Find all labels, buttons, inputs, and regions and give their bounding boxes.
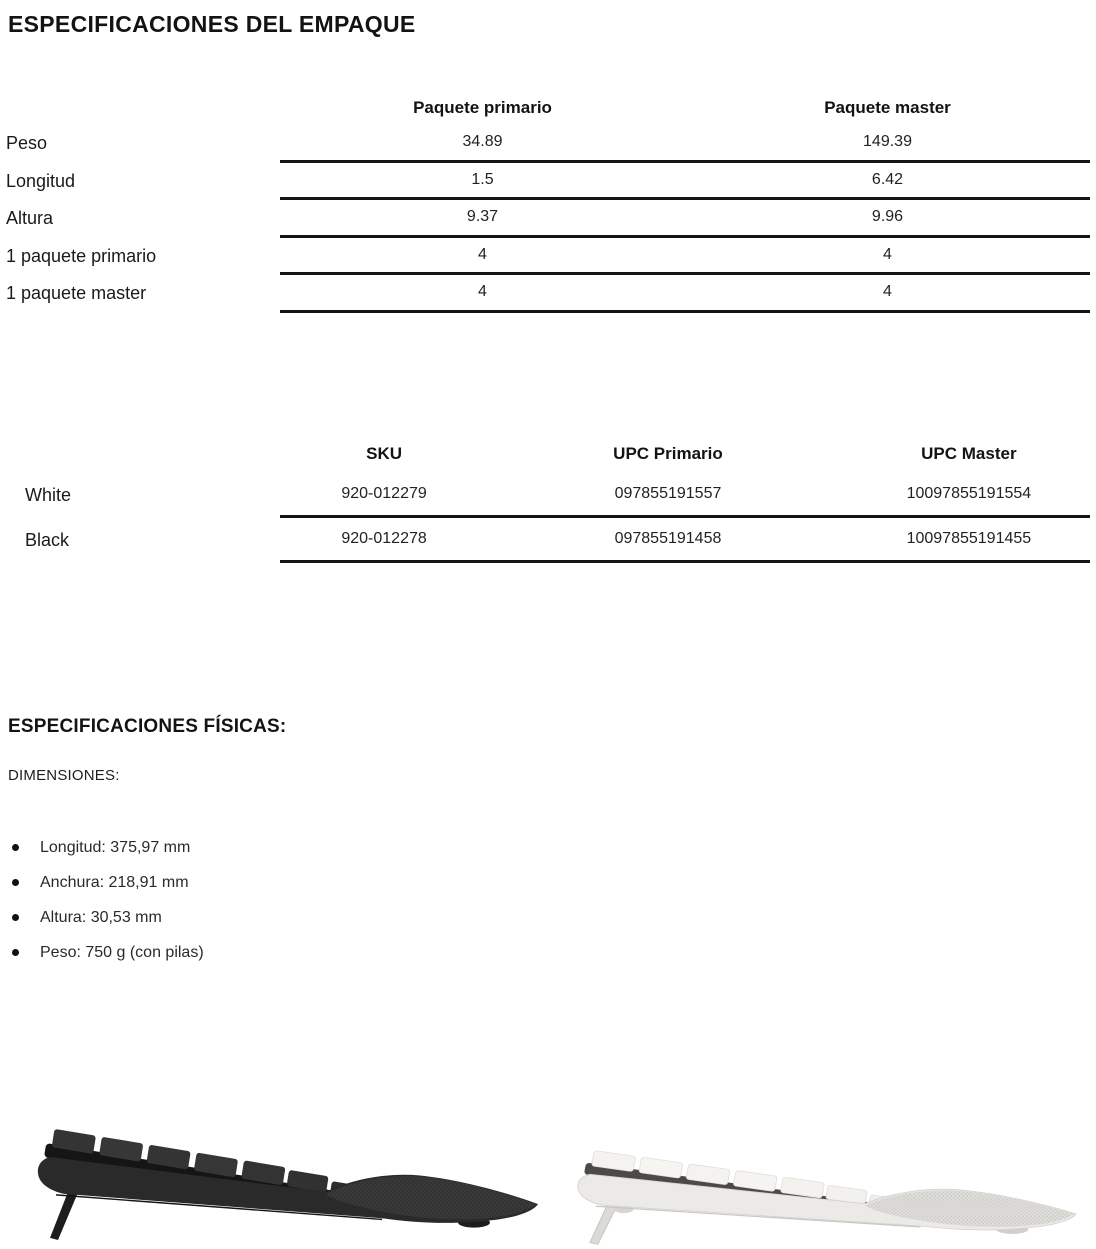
cell-value: 4	[478, 245, 487, 263]
package-table-header	[6, 90, 1090, 125]
cell-value: 4	[478, 283, 487, 301]
cell-value: 149.39	[863, 133, 912, 151]
column-header-sku: SKU	[366, 444, 403, 463]
dimensions-subheading: DIMENSIONES:	[8, 767, 120, 784]
table-row-black	[6, 518, 1090, 563]
page-title: ESPECIFICACIONES DEL EMPAQUE	[8, 11, 416, 37]
column-header-upc-primario: UPC Primario	[613, 444, 723, 463]
cell-upc-master: 10097855191455	[906, 530, 1032, 547]
black-keyboard-image	[22, 1114, 542, 1242]
package-spec-table	[6, 90, 1090, 313]
row-label: Black	[25, 530, 70, 550]
row-label: 1 paquete primario	[6, 245, 157, 266]
table-row-longitud	[6, 163, 1090, 201]
bullet-anchura: Anchura: 218,91 mm	[8, 865, 204, 900]
row-label: Peso	[6, 133, 48, 154]
cell-upc-master: 10097855191554	[906, 485, 1032, 502]
bullet-altura: Altura: 30,53 mm	[8, 900, 204, 935]
table-row-paquete-primario	[6, 238, 1090, 276]
cell-upc-primary: 097855191458	[614, 530, 722, 547]
column-header-upc-master: UPC Master	[921, 444, 1017, 463]
row-label: Longitud	[6, 170, 76, 191]
row-label: 1 paquete master	[6, 283, 147, 304]
cell-value: 34.89	[462, 133, 503, 151]
sku-table-header	[6, 435, 1090, 473]
table-row-white	[6, 473, 1090, 518]
table-row-altura	[6, 200, 1090, 238]
cell-value: 1.5	[471, 170, 494, 188]
cell-upc-primary: 097855191557	[614, 485, 722, 502]
cell-value: 9.96	[871, 208, 904, 226]
dimensions-bullet-list	[8, 830, 204, 970]
cell-value: 9.37	[466, 208, 499, 226]
white-keyboard-image	[562, 1138, 1080, 1246]
cell-sku: 920-012279	[341, 485, 427, 502]
bullet-longitud: Longitud: 375,97 mm	[8, 830, 204, 865]
row-label: Altura	[6, 208, 54, 229]
cell-value: 4	[883, 245, 892, 263]
cell-value: 4	[883, 283, 892, 301]
row-label: White	[25, 485, 72, 505]
cell-sku: 920-012278	[341, 530, 427, 547]
table-row-paquete-master	[6, 275, 1090, 313]
table-row-peso	[6, 125, 1090, 163]
physical-specs-heading: ESPECIFICACIONES FÍSICAS:	[8, 716, 287, 737]
sku-upc-table	[6, 435, 1090, 563]
cell-value: 6.42	[871, 170, 904, 188]
column-header-paquete-master: Paquete master	[824, 97, 951, 117]
bullet-peso: Peso: 750 g (con pilas)	[8, 935, 204, 970]
column-header-paquete-primario: Paquete primario	[413, 97, 552, 117]
